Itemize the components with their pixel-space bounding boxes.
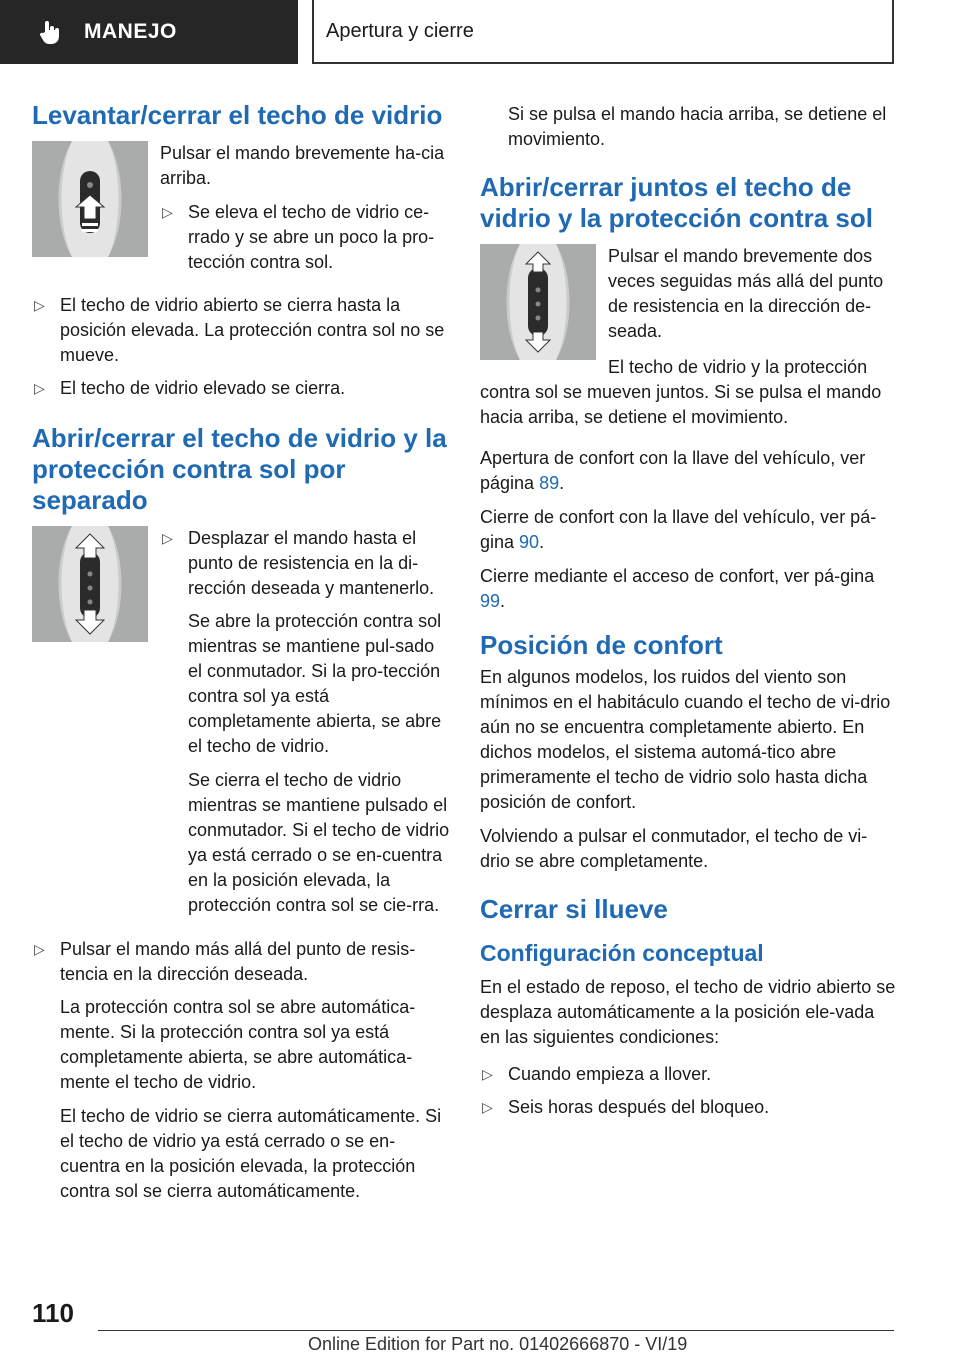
bullet-text: Seis horas después del bloqueo. — [508, 1097, 770, 1117]
paragraph: Si se pulsa el mando hacia arriba, se detiene el movimiento. — [508, 104, 887, 149]
paragraph: En algunos modelos, los ruidos del viento son mínimos en el habitáculo cuando el techo de vi-drio aún no se encuentra completamente abierto. En dichos modelos, el sistema automá-tico abre primeramente el techo de vidrio solo hasta dicha posición de confort. — [480, 667, 891, 812]
footer-divider — [98, 1330, 894, 1331]
left-column — [32, 100, 450, 1213]
bullet-item — [160, 526, 450, 601]
bullet-triangle-icon: ▷ — [482, 1066, 493, 1082]
page-header — [0, 0, 960, 66]
cross-reference: Cierre mediante el acceso de confort, ver pá-gina 99. — [480, 566, 875, 611]
section-title: MANEJO — [84, 20, 177, 43]
page-link-99[interactable]: 99 — [480, 591, 501, 611]
figure-block-2 — [32, 526, 450, 927]
bullet-item — [480, 1095, 896, 1120]
bullet-triangle-icon: ▷ — [34, 941, 45, 957]
right-column — [480, 100, 896, 1128]
bullet-item — [32, 376, 450, 401]
cross-reference: Cierre de confort con la llave del vehículo, ver pá-gina 90. — [480, 507, 877, 552]
bullet-text: Desplazar el mando hasta el punto de resistencia en la di-rección deseada y mantenerlo. — [188, 528, 435, 598]
switch-image-double — [480, 244, 596, 360]
bullet-text: Cuando empieza a llover. — [508, 1064, 712, 1084]
paragraph: La protección contra sol se abre automática-mente. Si la protección contra sol ya está completamente abierta, se abre automática-mente el techo de vidrio. — [60, 997, 416, 1092]
bullet-triangle-icon: ▷ — [482, 1099, 493, 1115]
hand-pointer-icon — [36, 18, 64, 46]
switch-image-up — [32, 141, 148, 257]
bullet-text: El techo de vidrio elevado se cierra. — [60, 378, 346, 398]
bullet-triangle-icon: ▷ — [34, 380, 45, 396]
figure-text-3 — [608, 244, 896, 360]
cross-reference: Apertura de confort con la llave del vehículo, ver página 89. — [480, 448, 866, 493]
paragraph: Se cierra el techo de vidrio mientras se mantiene pulsado el conmutador. Si el techo de vidrio ya está cerrado o se en-cuentra en la posición elevada, la protección contra sol se cie-rra. — [188, 770, 450, 915]
bullet-triangle-icon: ▷ — [162, 204, 173, 220]
subheading-concept: Configuración conceptual — [480, 940, 764, 966]
heading-raise-close: Levantar/cerrar el techo de vidrio — [32, 100, 443, 130]
chapter-tab — [312, 0, 894, 64]
paragraph: El techo de vidrio se cierra automáticamente. Si el techo de vidrio ya está cerrado o se en-cuentra en la posición elevada, la protección contra sol se cierra automáticamente. — [60, 1106, 442, 1201]
paragraph: Pulsar el mando brevemente ha-cia arriba. — [160, 143, 445, 188]
switch-image-updown — [32, 526, 148, 642]
paragraph: En el estado de reposo, el techo de vidrio abierto se desplaza automáticamente a la posición ele-vada en las siguientes condiciones: — [480, 977, 896, 1047]
section-tab — [0, 0, 298, 64]
bullet-text: Se eleva el techo de vidrio ce-rrado y se abre un poco la pro-tección contra sol. — [188, 202, 435, 272]
bullet-item — [160, 200, 450, 275]
heading-rain: Cerrar si llueve — [480, 894, 668, 924]
page-link-89[interactable]: 89 — [539, 473, 560, 493]
paragraph: El techo de vidrio y la protección contra sol se mueven juntos. Si se pulsa el mando hacia arriba, se detiene el movimiento. — [480, 357, 882, 427]
bullet-item — [480, 1062, 896, 1087]
bullet-triangle-icon: ▷ — [34, 297, 45, 313]
figure-block-1 — [32, 141, 450, 283]
edition-note: Online Edition for Part no. 01402666870 - VI/19 — [308, 1334, 688, 1354]
bullet-text: El techo de vidrio abierto se cierra hasta la posición elevada. La protección contra sol no se mueve. — [60, 295, 445, 365]
bullet-item — [32, 293, 450, 368]
figure-text-2 — [160, 526, 450, 927]
heading-separate: Abrir/cerrar el techo de vidrio y la protección contra sol por separado — [32, 423, 447, 515]
paragraph: Volviendo a pulsar el conmutador, el techo de vi-drio se abre completamente. — [480, 826, 868, 871]
heading-together: Abrir/cerrar juntos el techo de vidrio y la protección contra sol — [480, 172, 873, 233]
page-number: 110 — [32, 1298, 74, 1328]
heading-comfort: Posición de confort — [480, 630, 723, 660]
figure-text-1 — [160, 141, 450, 283]
bullet-triangle-icon: ▷ — [162, 530, 173, 546]
paragraph: Pulsar el mando brevemente dos veces seguidas más allá del punto de resistencia en la dirección de-seada. — [608, 246, 884, 341]
paragraph: Se abre la protección contra sol mientras se mantiene pul-sado el conmutador. Si la pro-tección contra sol ya está completamente abierta, se abre el techo de vidrio. — [188, 611, 442, 756]
chapter-title: Apertura y cierre — [326, 19, 474, 42]
bullet-item — [32, 937, 450, 987]
figure-block-3 — [480, 244, 896, 360]
bullet-text: Pulsar el mando más allá del punto de resis-tencia en la dirección deseada. — [60, 939, 416, 984]
page-link-90[interactable]: 90 — [519, 532, 540, 552]
